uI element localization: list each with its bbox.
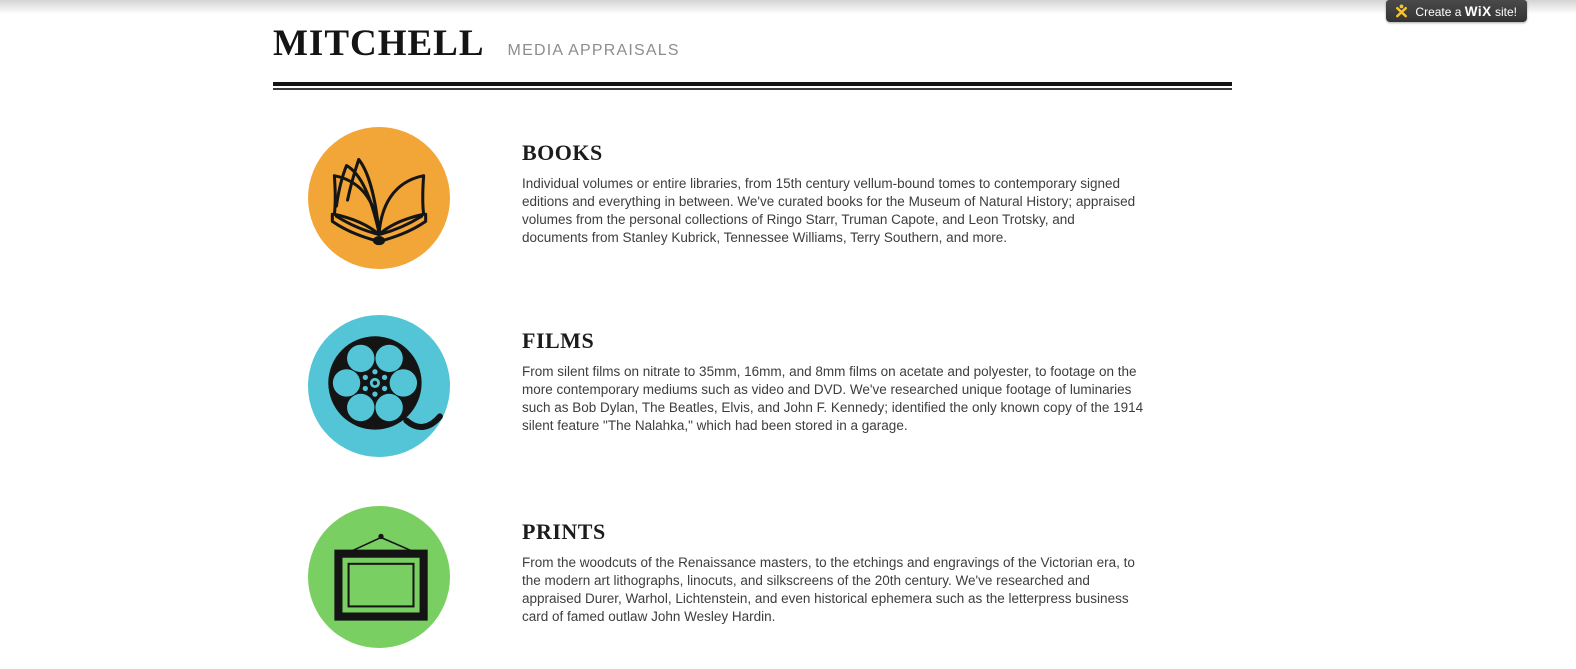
books-title: BOOKS <box>522 140 603 165</box>
prints-description: From the woodcuts of the Renaissance masters, to the etchings and engravings of the Victorian era, to the modern art lithographs, linocuts, and silkscreens of the 20th century. We've researched and appraised Durer, Warhol, Lichtenstein, and even historical ephemera such as the letterpress business card of famed outlaw John Wesley Hardin. <box>522 555 1135 624</box>
films-description: From silent films on nitrate to 35mm, 16mm, and 8mm films on acetate and polyester, to footage on the more contemporary mediums such as video and DVD. We've researched unique footage of luminaries such as Bob Dylan, The Beatles, Elvis, and John F. Kennedy; identified the only known copy of the 1914 silent feature "The Nalahka," which had been stored in a garage. <box>522 364 1144 433</box>
wix-logo-icon <box>1394 3 1409 19</box>
brand-tagline: MEDIA APPRAISALS <box>507 42 680 59</box>
site-header <box>273 22 680 65</box>
top-gradient-shade <box>0 0 1576 14</box>
wix-brand-text: WiX <box>1464 3 1492 19</box>
books-description: Individual volumes or entire libraries, from 15th century vellum-bound tomes to contemporary signed editions and everything in between. We've curated books for the Museum of Natural History; appraised volumes from the personal collections of Ringo Starr, Truman Capote, and Leon Trotsky, and documents from Stanley Kubrick, Tennessee Williams, Terry Southern, and more. <box>522 176 1136 245</box>
open-book-icon <box>308 127 450 269</box>
prints-text-block <box>522 519 1144 626</box>
film-reel-icon <box>308 315 450 457</box>
books-text-block <box>522 140 1144 247</box>
picture-frame-icon <box>308 506 450 648</box>
films-text-block <box>522 328 1144 435</box>
create-wix-site-badge[interactable] <box>1386 0 1527 22</box>
brand-name: MITCHELL <box>273 23 485 64</box>
prints-title: PRINTS <box>522 519 606 544</box>
wix-badge-label: Create a WiX site! <box>1415 3 1517 19</box>
section-books <box>308 127 1144 269</box>
films-title: FILMS <box>522 328 595 353</box>
section-films <box>308 315 1144 457</box>
section-prints <box>308 506 1144 648</box>
header-divider <box>273 82 1232 90</box>
